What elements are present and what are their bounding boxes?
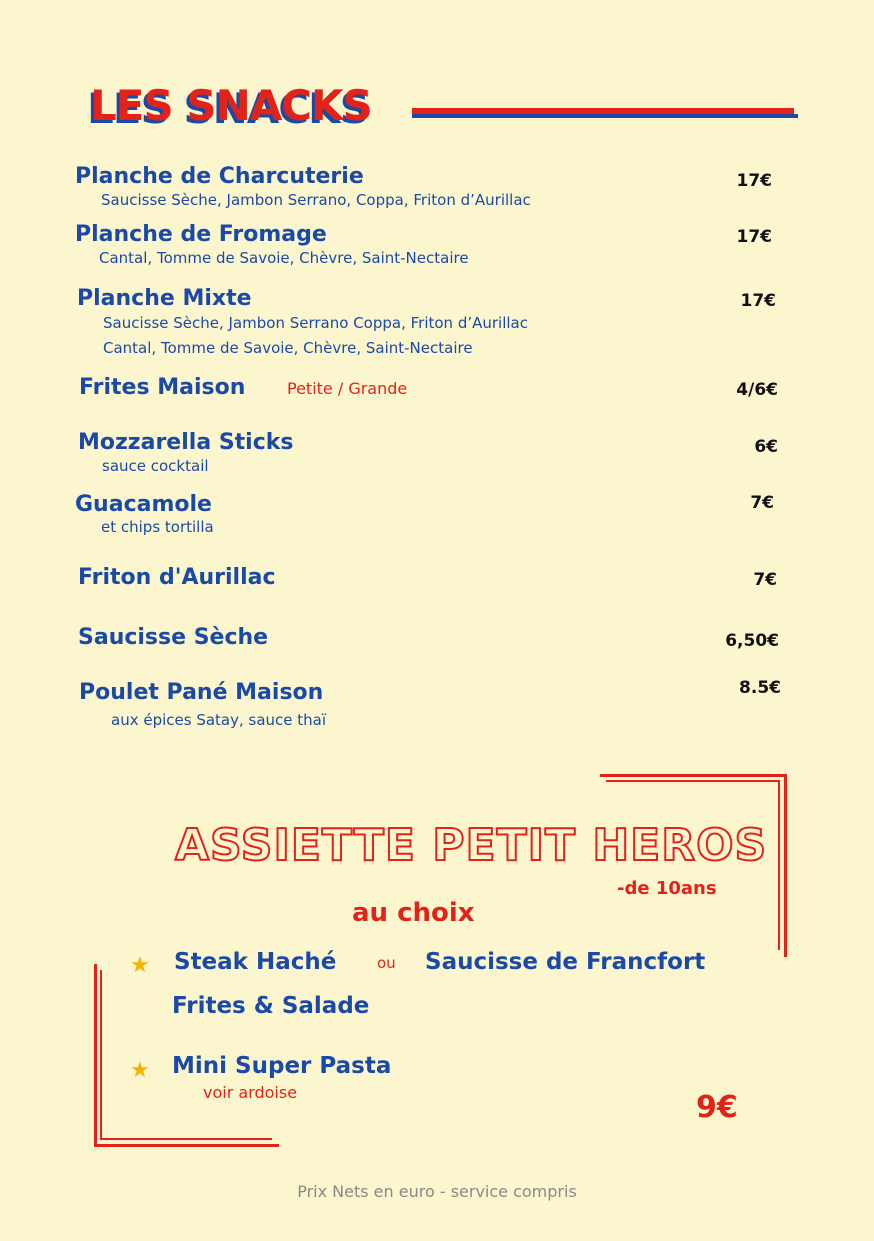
item-desc-planche-mixte-line1: Saucisse Sèche, Jambon Serrano Coppa, Friton d’Aurillac (103, 314, 528, 332)
price-poulet-pane: 8.5€ (739, 678, 781, 698)
kids-option-pasta: Mini Super Pasta (172, 1053, 392, 1079)
price-guacamole: 7€ (750, 493, 774, 513)
price-frites-maison: 4/6€ (736, 380, 778, 400)
kids-or-label: ou (377, 954, 396, 972)
title-rule-blue (412, 114, 798, 118)
item-desc-poulet-pane: aux épices Satay, sauce thaï (111, 711, 327, 729)
price-saucisse-seche: 6,50€ (725, 631, 779, 651)
kids-age-limit: -de 10ans (617, 878, 717, 899)
kids-option-saucisse: Saucisse de Francfort (425, 949, 706, 975)
section-title-wrap (90, 80, 372, 132)
footer-note: Prix Nets en euro - service compris (297, 1182, 577, 1201)
item-name-saucisse-seche: Saucisse Sèche (78, 625, 269, 650)
price-planche-fromage: 17€ (736, 227, 772, 247)
price-friton-aurillac: 7€ (753, 570, 777, 590)
item-desc-planche-mixte-line2: Cantal, Tomme de Savoie, Chèvre, Saint-Nectaire (103, 339, 473, 357)
kids-option-pasta-note: voir ardoise (203, 1083, 298, 1102)
item-note-frites-maison: Petite / Grande (287, 379, 408, 398)
kids-choice-label: au choix (352, 898, 475, 928)
item-desc-mozzarella-sticks: sauce cocktail (102, 457, 209, 475)
item-name-friton-aurillac: Friton d'Aurillac (78, 565, 276, 590)
item-desc-planche-charcuterie: Saucisse Sèche, Jambon Serrano, Coppa, Friton d’Aurillac (101, 191, 531, 209)
kids-option-steak: Steak Haché (174, 949, 337, 975)
star-icon: ★ (130, 953, 150, 978)
item-name-guacamole: Guacamole (75, 492, 212, 517)
section-title: LES SNACKS (90, 81, 372, 130)
item-name-planche-mixte: Planche Mixte (77, 286, 252, 311)
kids-price: 9€ (696, 1090, 738, 1125)
item-name-poulet-pane: Poulet Pané Maison (79, 680, 324, 705)
kids-side: Frites & Salade (172, 993, 370, 1019)
item-name-mozzarella-sticks: Mozzarella Sticks (78, 430, 294, 455)
kids-menu-title: ASSIETTE PETIT HEROS (175, 820, 768, 871)
price-mozzarella-sticks: 6€ (754, 437, 778, 457)
star-icon: ★ (130, 1058, 150, 1083)
item-name-planche-charcuterie: Planche de Charcuterie (75, 164, 364, 189)
price-planche-charcuterie: 17€ (736, 171, 772, 191)
item-name-planche-fromage: Planche de Fromage (75, 222, 327, 247)
item-desc-guacamole: et chips tortilla (101, 518, 214, 536)
item-desc-planche-fromage: Cantal, Tomme de Savoie, Chèvre, Saint-Nectaire (99, 249, 469, 267)
price-planche-mixte: 17€ (740, 291, 776, 311)
item-name-frites-maison: Frites Maison (79, 375, 246, 400)
